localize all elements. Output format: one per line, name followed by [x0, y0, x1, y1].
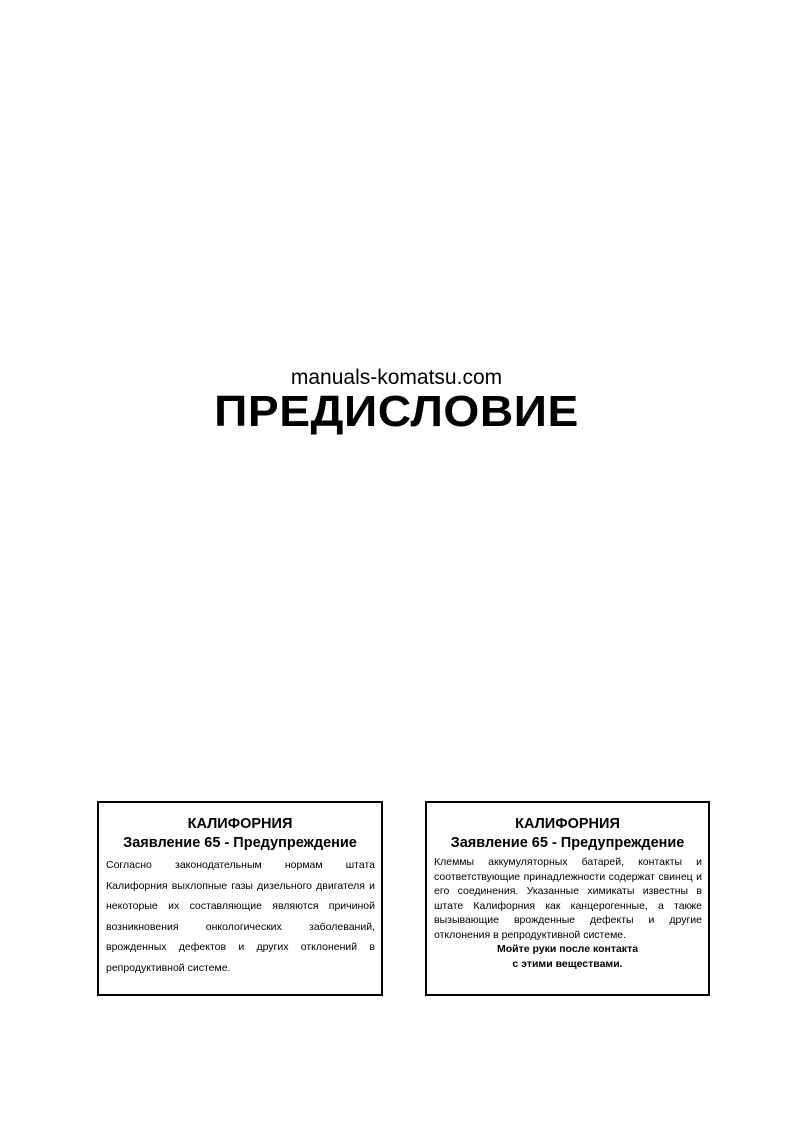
warning-emphasis-line-1: Мойте руки после контакта [496, 943, 639, 955]
warning-heading: КАЛИФОРНИЯ [515, 816, 620, 832]
website-watermark: manuals-komatsu.com [290, 366, 503, 389]
warning-subheading: Заявление 65 - Предупреждение [123, 835, 357, 851]
warning-heading: КАЛИФОРНИЯ [187, 816, 293, 832]
california-warning-box-battery [425, 801, 710, 996]
california-warning-box-diesel [97, 801, 383, 996]
page-title: ПРЕДИСЛОВИЕ [214, 387, 579, 436]
warning-body: Согласно законодательным нормам штата Калифорния выхлопные газы дизельного двигателя и некоторые их составляющие являются причиной возникновения онкологических заболеваний, врожденных дефектов и других отклонений в репродуктивной системе. [106, 859, 375, 974]
warning-emphasis-line-2: с этими веществами. [512, 957, 623, 970]
warning-subheading: Заявление 65 - Предупреждение [450, 835, 685, 851]
warning-body: Клеммы аккумуляторных батарей, контакты и соответствующие принадлежности содержат свинец и его соединения. Указанные химикаты известны в штате Калифорния как канцерогенные, а также вызывающие врожденные дефекты и другие отклонения в репродуктивной системе. [434, 856, 702, 941]
